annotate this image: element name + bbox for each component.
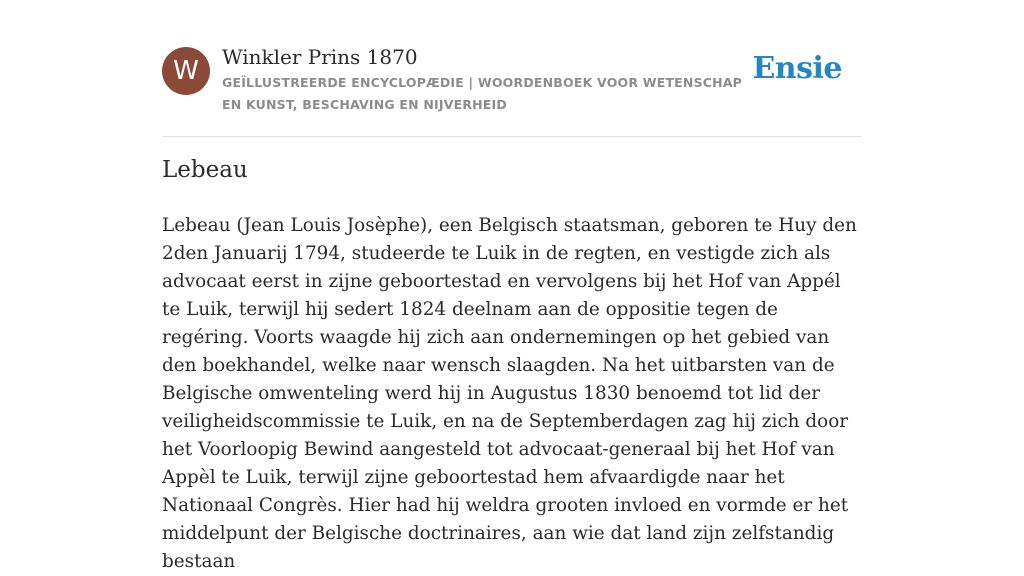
article-body: Lebeau (Jean Louis Josèphe), een Belgisch staatsman, geboren te Huy den 2den Januarij 1794, studeerde te Luik in de regten, en vestigde zich als advocaat eerst in zijne geboortestad en vervolgens bij het Hof van Appél te Luik, terwijl hij sedert 1824 deelnam aan de oppositie tegen de regéring. Voorts waagde hij zich aan ondernemingen op het gebied van den boekhandel, welke naar wensch slaagden. Na het uitbarsten van de Belgische omwenteling werd hij in Augustus 1830 benoemd tot lid der veiligheidscommissie te Luik, en na de Septemberdagen zag hij zich door het Voorloopig Bewind aangesteld tot advocaat-generaal bij het Hof van Appèl te Luik, terwijl zijne geboortestad hem afvaardigde naar het Nationaal Congrès. Hier had hij weldra grooten invloed en vormde er het middelpunt der Belgische doctrinaires, aan wie dat land zijn zelfstandig bestaan <box>162 215 857 572</box>
source-header <box>162 44 862 137</box>
article-title: Lebeau <box>162 157 248 183</box>
source-avatar[interactable]: W <box>162 47 210 95</box>
source-subtitle: GEÏLLUSTREERDE ENCYCLOPÆDIE | WOORDENBOEK VOOR WETENSCHAP EN KUNST, BESCHAVING EN NIJVERHEID <box>222 75 743 112</box>
ensie-logo-link[interactable]: Ensie <box>752 51 842 86</box>
source-title[interactable]: Winkler Prins 1870 <box>222 45 418 69</box>
